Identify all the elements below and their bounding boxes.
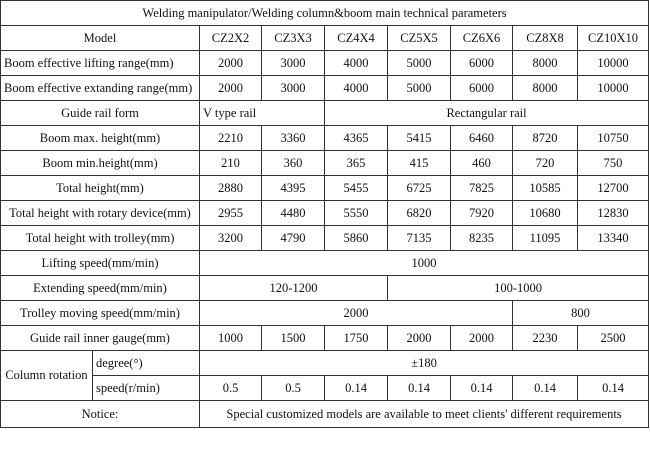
table-cell: 4395: [262, 176, 325, 201]
table-cell: 10585: [513, 176, 578, 201]
table-cell: 0.14: [513, 376, 578, 401]
row-label: Boom min.height(mm): [1, 151, 200, 176]
table-cell: 4000: [325, 51, 388, 76]
row-label: Guide rail inner gauge(mm): [1, 326, 200, 351]
table-cell: 1000: [200, 326, 262, 351]
extending-range-row: [1, 76, 649, 101]
row-label: Trolley moving speed(mm/min): [1, 301, 200, 326]
table-cell: 6820: [388, 201, 451, 226]
table-cell: 0.14: [578, 376, 649, 401]
table-cell: 5415: [388, 126, 451, 151]
table-title: Welding manipulator/Welding column&boom main technical parameters: [1, 1, 649, 26]
table-cell: 2880: [200, 176, 262, 201]
table-cell: 4365: [325, 126, 388, 151]
lifting-speed-value: 1000: [200, 251, 649, 276]
model-header: CZ2X2: [200, 26, 262, 51]
extending-speed-value-b: 100-1000: [388, 276, 649, 301]
table-cell: 2000: [200, 76, 262, 101]
table-cell: 10680: [513, 201, 578, 226]
table-cell: 3000: [262, 76, 325, 101]
table-cell: 5000: [388, 51, 451, 76]
table-cell: 210: [200, 151, 262, 176]
column-rotation-speed-row: [1, 376, 649, 401]
table-cell: 6725: [388, 176, 451, 201]
table-cell: 750: [578, 151, 649, 176]
column-rotation-label: Column rotation: [1, 351, 93, 401]
degree-value: ±180: [200, 351, 649, 376]
trolley-speed-value-a: 2000: [200, 301, 513, 326]
table-cell: 5550: [325, 201, 388, 226]
trolley-speed-value-b: 800: [513, 301, 649, 326]
table-cell: 0.14: [388, 376, 451, 401]
row-label: Boom effective lifting range(mm): [1, 51, 200, 76]
lifting-speed-row: [1, 251, 649, 276]
table-cell: 365: [325, 151, 388, 176]
table-cell: 8720: [513, 126, 578, 151]
table-cell: 8000: [513, 51, 578, 76]
table-cell: 7920: [451, 201, 513, 226]
total-height-row: [1, 176, 649, 201]
row-label: Lifting speed(mm/min): [1, 251, 200, 276]
lifting-range-row: [1, 51, 649, 76]
table-cell: 1750: [325, 326, 388, 351]
table-cell: 12700: [578, 176, 649, 201]
row-label: Total height with rotary device(mm): [1, 201, 200, 226]
row-label: Guide rail form: [1, 101, 200, 126]
model-header: CZ6X6: [451, 26, 513, 51]
table-cell: 6460: [451, 126, 513, 151]
rectangular-rail-cell: Rectangular rail: [325, 101, 649, 126]
table-cell: 2000: [451, 326, 513, 351]
table-cell: 415: [388, 151, 451, 176]
table-cell: 2500: [578, 326, 649, 351]
model-row: [1, 26, 649, 51]
row-label: Boom effective extanding range(mm): [1, 76, 200, 101]
row-label: Total height(mm): [1, 176, 200, 201]
table-cell: 5000: [388, 76, 451, 101]
table-cell: 13340: [578, 226, 649, 251]
table-cell: 2955: [200, 201, 262, 226]
table-cell: 10000: [578, 76, 649, 101]
table-cell: 12830: [578, 201, 649, 226]
table-cell: 7825: [451, 176, 513, 201]
extending-speed-row: [1, 276, 649, 301]
row-label: Extending speed(mm/min): [1, 276, 200, 301]
table-cell: 1500: [262, 326, 325, 351]
table-cell: 4480: [262, 201, 325, 226]
extending-speed-value-a: 120-1200: [200, 276, 388, 301]
table-cell: 5860: [325, 226, 388, 251]
table-cell: 0.14: [451, 376, 513, 401]
model-header: CZ10X10: [578, 26, 649, 51]
table-cell: 8000: [513, 76, 578, 101]
degree-label: degree(°): [93, 351, 200, 376]
row-label: Boom max. height(mm): [1, 126, 200, 151]
table-cell: 0.5: [262, 376, 325, 401]
table-cell: 6000: [451, 76, 513, 101]
table-cell: 4790: [262, 226, 325, 251]
model-header: CZ5X5: [388, 26, 451, 51]
title-row: [1, 1, 649, 26]
table-cell: 7135: [388, 226, 451, 251]
model-header: CZ4X4: [325, 26, 388, 51]
notice-row: [1, 401, 649, 428]
guide-rail-form-row: [1, 101, 649, 126]
boom-min-height-row: [1, 151, 649, 176]
column-rotation-degree-row: [1, 351, 649, 376]
table-cell: 0.14: [325, 376, 388, 401]
table-cell: 2230: [513, 326, 578, 351]
table-cell: 4000: [325, 76, 388, 101]
boom-max-height-row: [1, 126, 649, 151]
table-cell: 460: [451, 151, 513, 176]
notice-label: Notice:: [1, 401, 200, 428]
notice-text: Special customized models are available to meet clients' different requirements: [200, 401, 649, 428]
table-cell: 10000: [578, 51, 649, 76]
table-cell: 360: [262, 151, 325, 176]
v-type-rail-cell: V type rail: [200, 101, 325, 126]
table-cell: 3360: [262, 126, 325, 151]
table-cell: 3000: [262, 51, 325, 76]
table-cell: 5455: [325, 176, 388, 201]
speed-label: speed(r/min): [93, 376, 200, 401]
total-height-trolley-row: [1, 226, 649, 251]
table-cell: 11095: [513, 226, 578, 251]
trolley-speed-row: [1, 301, 649, 326]
rail-gauge-row: [1, 326, 649, 351]
table-cell: 2210: [200, 126, 262, 151]
table-cell: 6000: [451, 51, 513, 76]
row-label: Total height with trolley(mm): [1, 226, 200, 251]
model-label: Model: [1, 26, 200, 51]
table-cell: 10750: [578, 126, 649, 151]
table-cell: 2000: [200, 51, 262, 76]
table-cell: 3200: [200, 226, 262, 251]
model-header: CZ3X3: [262, 26, 325, 51]
table-cell: 8235: [451, 226, 513, 251]
total-height-rotary-row: [1, 201, 649, 226]
model-header: CZ8X8: [513, 26, 578, 51]
table-cell: 2000: [388, 326, 451, 351]
table-cell: 0.5: [200, 376, 262, 401]
table-cell: 720: [513, 151, 578, 176]
